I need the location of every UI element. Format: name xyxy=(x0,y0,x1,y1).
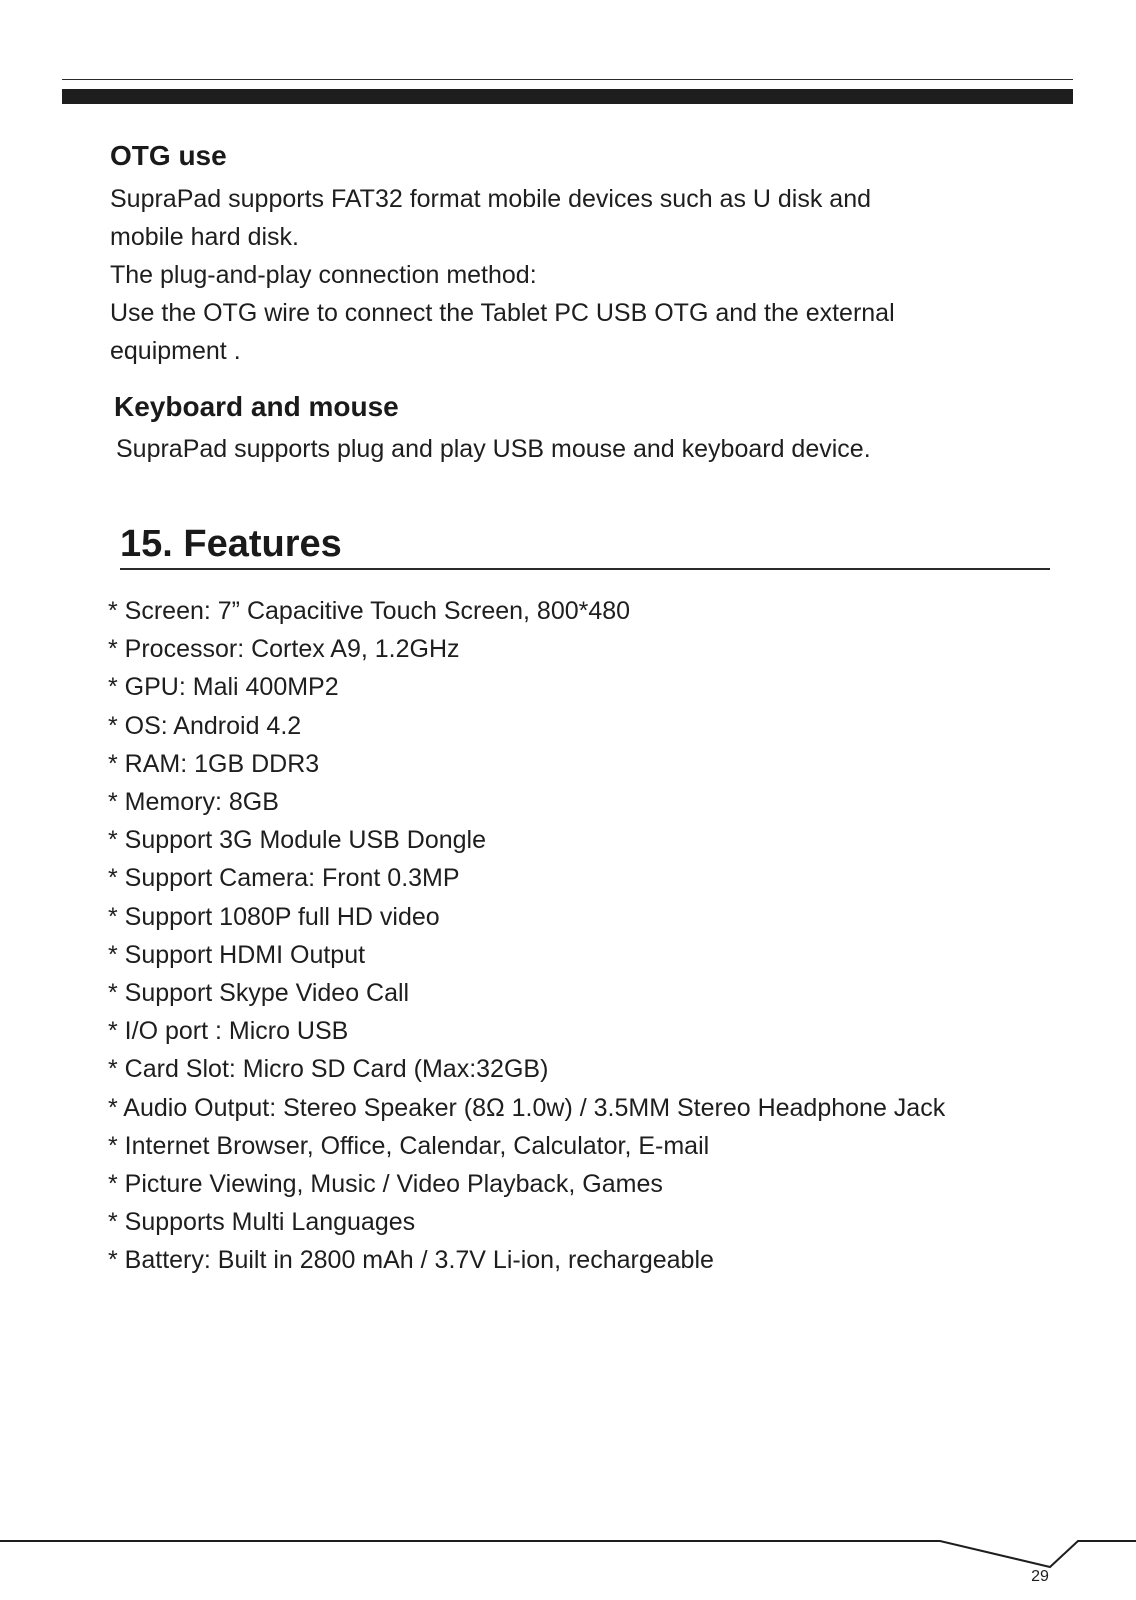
otg-paragraph xyxy=(110,180,895,370)
feature-item: * Supports Multi Languages xyxy=(108,1208,416,1237)
otg-line: The plug-and-play connection method: xyxy=(110,261,537,289)
keyboard-paragraph xyxy=(116,430,871,468)
feature-item: * GPU: Mali 400MP2 xyxy=(108,673,339,702)
otg-line: Use the OTG wire to connect the Tablet PC USB OTG and the external xyxy=(110,299,895,327)
feature-item: * Audio Output: Stereo Speaker (8Ω 1.0w) / 3.5MM Stereo Headphone Jack xyxy=(108,1093,946,1122)
header-thin-rule xyxy=(62,79,1073,80)
feature-item: * Screen: 7” Capacitive Touch Screen, 800*480 xyxy=(108,597,631,625)
feature-item: * OS: Android 4.2 xyxy=(108,711,302,740)
otg-line: equipment . xyxy=(110,337,241,365)
feature-item: * Card Slot: Micro SD Card (Max:32GB) xyxy=(108,1055,549,1084)
features-heading xyxy=(120,524,1050,570)
header-thick-rule xyxy=(62,89,1073,104)
feature-item: * Internet Browser, Office, Calendar, Calculator, E-mail xyxy=(108,1131,710,1160)
feature-list xyxy=(108,592,945,1280)
keyboard-heading: Keyboard and mouse xyxy=(114,391,399,422)
features-title: 15. Features xyxy=(120,523,342,565)
page-number: 29 xyxy=(1031,1568,1049,1585)
feature-item: * RAM: 1GB DDR3 xyxy=(108,749,320,778)
feature-item: * Processor: Cortex A9, 1.2GHz xyxy=(108,635,460,664)
feature-item: * Support Camera: Front 0.3MP xyxy=(108,864,460,893)
feature-item: * Support Skype Video Call xyxy=(108,979,410,1008)
feature-item: * Picture Viewing, Music / Video Playback, Games xyxy=(108,1170,663,1199)
otg-line: SupraPad supports FAT32 format mobile devices such as U disk and xyxy=(110,185,872,213)
otg-heading: OTG use xyxy=(110,140,227,171)
footer-rule xyxy=(0,1530,1136,1570)
feature-item: * Battery: Built in 2800 mAh / 3.7V Li-ion, rechargeable xyxy=(108,1246,714,1275)
otg-line: mobile hard disk. xyxy=(110,223,299,251)
feature-item: * Support 1080P full HD video xyxy=(108,902,440,931)
feature-item: * I/O port : Micro USB xyxy=(108,1017,349,1046)
feature-item: * Memory: 8GB xyxy=(108,788,279,817)
feature-item: * Support 3G Module USB Dongle xyxy=(108,826,486,855)
keyboard-line: SupraPad supports plug and play USB mouse and keyboard device. xyxy=(116,435,871,463)
feature-item: * Support HDMI Output xyxy=(108,940,366,969)
